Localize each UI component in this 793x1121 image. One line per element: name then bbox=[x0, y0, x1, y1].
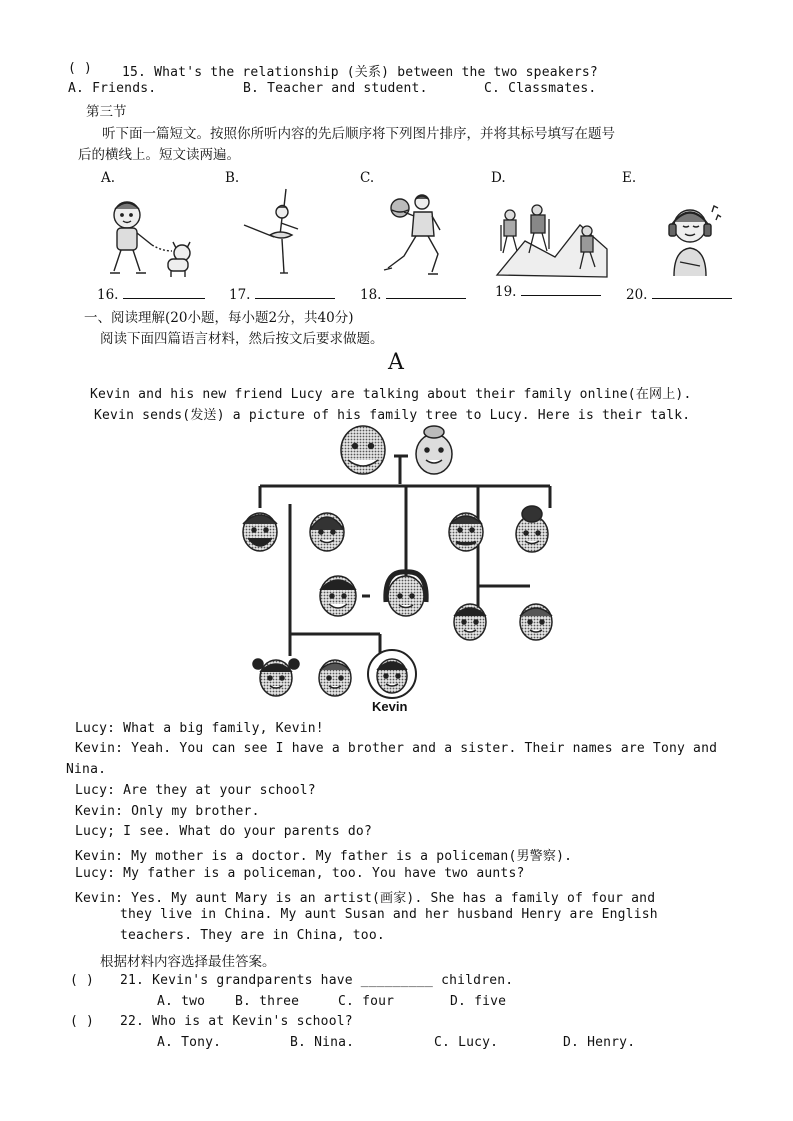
q15-question: 15. What's the relationship (关系) between the two speakers? bbox=[122, 65, 598, 80]
passage-letter: A bbox=[388, 350, 404, 375]
uncle2-face bbox=[449, 513, 483, 551]
dialogue-line-2: Kevin: Yeah. You can see I have a brother and a sister. Their names are Tony and bbox=[75, 741, 718, 756]
boy-listening-music-icon bbox=[660, 200, 725, 280]
dialogue-line-10: they live in China. My aunt Susan and her husband Henry are English bbox=[120, 907, 658, 922]
listening-instruction-line2: 后的横线上。短文读两遍。 bbox=[78, 147, 240, 163]
dialogue-line-7: Kevin: My mother is a doctor. My father is a policeman(男警察). bbox=[75, 849, 573, 864]
q22-paren[interactable]: ( ) bbox=[70, 1014, 95, 1029]
uncle-face bbox=[243, 513, 277, 551]
blank-19-number: 19. bbox=[495, 284, 517, 300]
blank-18[interactable] bbox=[360, 286, 466, 303]
blank-20[interactable] bbox=[626, 286, 732, 303]
q15-option-b: B. Teacher and student. bbox=[243, 81, 428, 96]
boy-walking-dog-icon bbox=[90, 195, 200, 280]
q21-question: 21. Kevin's grandparents have _________ children. bbox=[120, 973, 514, 988]
reading-instruction: 阅读下面四篇语言材料，然后按文后要求做题。 bbox=[100, 331, 384, 347]
listening-instruction-line1: 听下面一篇短文。按照你所听内容的先后顺序将下列图片排序，并将其标号填写在题号 bbox=[102, 126, 615, 142]
q21-option-c: C. four bbox=[338, 994, 395, 1009]
grandfather-face bbox=[341, 426, 385, 474]
part-title: 第三节 bbox=[86, 104, 127, 120]
blank-18-number: 18. bbox=[360, 287, 382, 303]
picture-label-b: B. bbox=[225, 170, 240, 186]
q22-option-d: D. Henry. bbox=[563, 1035, 636, 1050]
family-tree-image bbox=[230, 420, 570, 720]
passage-intro-line1: Kevin and his new friend Lucy are talking about their family online(在网上). bbox=[90, 387, 692, 402]
picture-label-c: C. bbox=[360, 170, 375, 186]
grandmother-face bbox=[416, 426, 452, 474]
passage-intro-line2: Kevin sends(发送) a picture of his family tree to Lucy. Here is their talk. bbox=[94, 408, 691, 423]
sister-nina-face bbox=[253, 659, 299, 696]
dialogue-line-3: Nina. bbox=[66, 762, 107, 777]
blank-16-number: 16. bbox=[97, 287, 119, 303]
people-hiking-icon bbox=[495, 205, 610, 280]
q21-option-b: B. three bbox=[235, 994, 300, 1009]
blank-19[interactable] bbox=[495, 283, 601, 300]
boy-playing-basketball-icon bbox=[378, 190, 463, 280]
q15-option-c: C. Classmates. bbox=[484, 81, 597, 96]
reading-section-title: 一、阅读理解(20小题，每小题2分，共40分) bbox=[84, 310, 354, 326]
cousin1-face bbox=[454, 604, 486, 640]
aunt-face bbox=[310, 513, 344, 551]
q22-question: 22. Who is at Kevin's school? bbox=[120, 1014, 353, 1029]
dialogue-line-4: Lucy: Are they at your school? bbox=[75, 783, 316, 798]
q22-option-a: A. Tony. bbox=[157, 1035, 222, 1050]
q15-option-a: A. Friends. bbox=[68, 81, 157, 96]
dialogue-line-8: Lucy: My father is a policeman, too. You have two aunts? bbox=[75, 866, 525, 881]
dialogue-line-6: Lucy; I see. What do your parents do? bbox=[75, 824, 372, 839]
blank-20-number: 20. bbox=[626, 287, 648, 303]
q21-option-a: A. two bbox=[157, 994, 206, 1009]
dialogue-line-11: teachers. They are in China, too. bbox=[120, 928, 385, 943]
aunt2-face bbox=[516, 506, 548, 552]
blank-17[interactable] bbox=[229, 286, 335, 303]
q21-option-d: D. five bbox=[450, 994, 507, 1009]
mother-face bbox=[386, 572, 426, 616]
father-face bbox=[320, 576, 356, 616]
q21-paren[interactable]: ( ) bbox=[70, 973, 95, 988]
family-tree-kevin-label: Kevin bbox=[372, 699, 408, 714]
blank-16[interactable] bbox=[97, 286, 205, 303]
dialogue-line-5: Kevin: Only my brother. bbox=[75, 804, 260, 819]
picture-label-d: D. bbox=[491, 170, 506, 186]
picture-label-e: E. bbox=[622, 170, 637, 186]
q22-option-c: C. Lucy. bbox=[434, 1035, 499, 1050]
girl-dancing-ballet-icon bbox=[240, 185, 310, 280]
brother-tony-face bbox=[319, 660, 351, 696]
dialogue-line-1: Lucy: What a big family, Kevin! bbox=[75, 721, 324, 736]
blank-17-number: 17. bbox=[229, 287, 251, 303]
cousin2-face bbox=[520, 604, 552, 640]
q15-paren[interactable]: ( ) bbox=[68, 61, 93, 76]
kevin-face bbox=[368, 650, 416, 698]
question-instruction: 根据材料内容选择最佳答案。 bbox=[100, 954, 276, 970]
picture-label-a: A. bbox=[101, 170, 116, 186]
q22-option-b: B. Nina. bbox=[290, 1035, 355, 1050]
dialogue-line-9: Kevin: Yes. My aunt Mary is an artist(画家). She has a family of four and bbox=[75, 891, 656, 906]
